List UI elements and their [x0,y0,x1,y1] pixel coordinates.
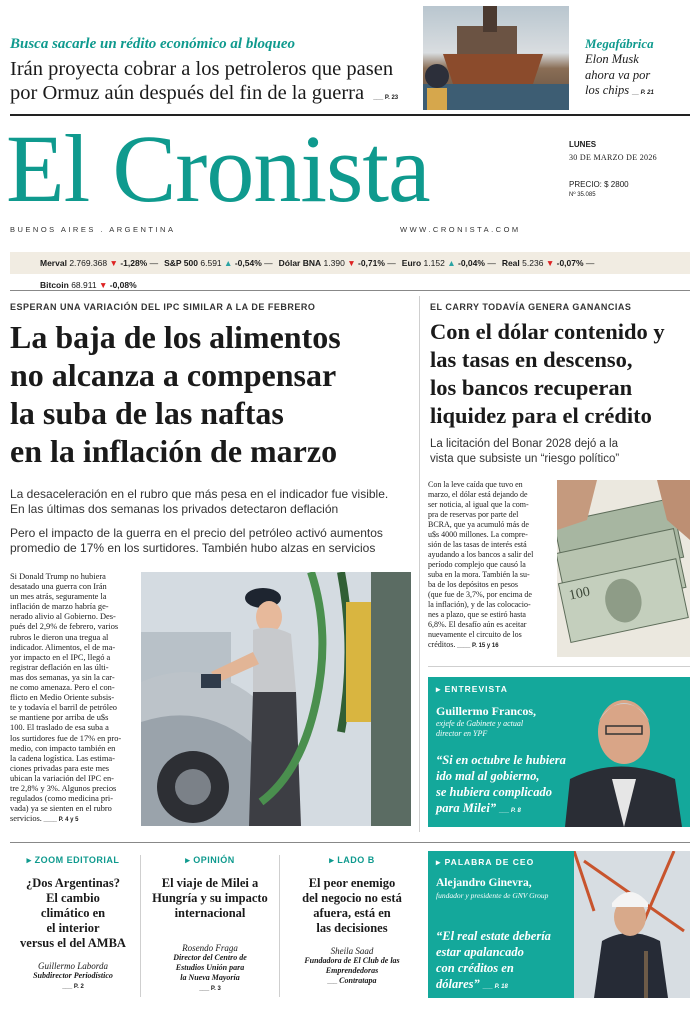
ticker-change: -0,08% [109,280,137,290]
body-line: suba en la mora. También la su- [428,570,530,579]
down-arrow-icon: ▼ [109,258,118,268]
body-line: la inflación), y de las colocacio- [428,600,531,609]
zoom-role: Subdirector Periodístico [33,971,113,980]
body-line: ser noticia, al igual que la com- [428,500,529,509]
zoom-label-text: ZOOM EDITORIAL [34,855,120,865]
opinion-headline-line: El viaje de Milei a [161,876,259,890]
interview-label: ▸ ENTREVISTA [436,684,508,694]
ladob-headline-line: del negocio no está [302,891,402,905]
body-line: marzo, el dólar está dejando de [428,490,528,499]
opinion-role-line: Estudios Unión para [175,963,245,972]
top-headline-line2: por Ormuz aún después del fin de la guerra [10,82,365,104]
body-line: créditos. [428,640,456,649]
ticker-change: -0,04% [458,258,485,268]
ticker-change: -0,07% [556,258,584,268]
ticker-name: Merval [40,258,67,268]
masthead-city: BUENOS AIRES . ARGENTINA [10,225,176,234]
ginevra-photo [574,851,690,998]
main-headline-line: no alcanza a compensar [10,357,337,393]
body-line: tre 2,8% y 3%. Algunos precios [10,783,117,793]
interview-quote-line: se hubiera complicado [436,785,552,799]
body-line: regulados (como medicina pri- [10,794,114,804]
second-headline-line: las tasas en descenso, [430,347,633,372]
opinion-author: Rosendo Fraga [182,943,238,953]
ticker-value: 5.236 [522,258,544,268]
body-line: Con la leve caída que tuvo en [428,480,523,489]
body-line: pués del 2,9% de febrero, varios [10,622,119,632]
main-deck1 [10,487,388,517]
body-last-line: créditos. ____ P. 15 y 16 [428,640,499,649]
body-page-ref: P. 15 y 16 [472,643,499,649]
interview-quote-line: ido mal al gobierno, [436,769,540,783]
body-line: vada) ya se sienten en el rubro [10,804,112,814]
main-kicker: ESPERAN UNA VARIACIÓN DEL IPC SIMILAR A LA DE FEBRERO [10,302,316,312]
body-line: ubican la variación del IPC en- [10,773,114,783]
opinion-role-line: Director del Centro de [173,953,247,962]
second-headline-line: Con el dólar contenido y [430,319,665,344]
second-deck [430,437,619,467]
main-headline[interactable] [10,318,341,470]
ladob-label: ▸ LADO B [329,855,375,865]
second-body-text [428,480,558,651]
gas-station-photo [141,572,411,826]
main-deck2-line: promedio de 17% en los surtidores. También hubo alzas en servicios [10,541,376,555]
opinion-role-line: la Nueva Mayoría [180,973,240,982]
zoom-author: Guillermo Laborda [38,961,108,971]
bottom-col-opinion[interactable]: ▸ OPINIÓN El viaje de Milei a Hungría y su impacto internacional Rosendo Fraga Director del Centro de Estudios Unión para la Nueva Mayoría ___ P. 3 [146,855,274,992]
interview-label-text: ENTREVISTA [444,684,508,694]
top-headline-line1: Irán proyecta cobrar a los petroleros que pasen [10,58,394,80]
opinion-role [146,953,274,983]
ticker-name: S&P 500 [164,258,198,268]
side-story[interactable]: Elon Musk ahora va por los chips __ P. 21 [585,52,654,97]
ceo-page-ref: P. 18 [494,984,508,990]
ticker-separator: — [585,258,595,268]
body-line: ayudando a los bancos a salir del [428,550,534,559]
bottom-col-ladob[interactable] [284,855,420,987]
masthead-day: LUNES [569,140,597,149]
body-line: rubros le dieron una tregua al [10,632,109,642]
ladob-label-text: LADO B [337,855,375,865]
ticker-value: 1.390 [323,258,345,268]
zoom-headline-line: El cambio [46,891,100,905]
main-deck2 [10,526,383,556]
ceo-quote-line: estar apalancado [436,945,524,959]
ticker-item[interactable] [402,258,496,268]
body-line: ba de los depósitos en pesos [428,580,518,589]
main-headline-line: La baja de los alimentos [10,319,341,355]
ticker-change: -0,54% [234,258,262,268]
main-deck1-line: En las últimas dos semanas los privados detectaron deflación [10,502,339,516]
up-arrow-icon: ▲ [224,258,233,268]
side-kicker: Megafábrica [585,36,654,51]
body-line: mas dos semanas, ya sin la car- [10,672,115,682]
bottom-col-zoom[interactable]: ▸ ZOOM EDITORIAL ¿Dos Argentinas? El cambio climático en el interior versus el del AMBA Guillermo Laborda Subdirector Periodístico ___ P. 2 [12,855,134,990]
ceo-quote-line: “El real estate debería [436,929,551,943]
body-line: te y todavía el barril de petróleo [10,703,117,713]
interview-role-line: exjefe de Gabinete y actual [436,719,524,728]
ceo-label-text: PALABRA DE CEO [444,857,535,867]
body-line: la cadena logística. Las estima- [10,753,115,763]
second-kicker: EL CARRY TODAVÍA GENERA GANANCIAS [430,302,632,312]
ladob-headline [284,876,420,936]
zoom-headline [12,876,134,951]
top-page-ref: P. 23 [384,95,399,101]
body-line: (que fue de 3,7%, por encima de [428,590,532,599]
body-line: 6,8%. El desafío aún es aceitar [428,620,527,629]
ticker-value: 2.769.368 [69,258,108,268]
tanker-photo [423,6,569,110]
second-headline[interactable] [430,318,665,430]
body-line: nerado alivio al Gobierno. Des- [10,612,116,622]
ladob-headline-line: afuera, está en [313,906,391,920]
body-line: período complejo que causó la [428,560,526,569]
ceo-quote-line: dólares” [436,977,480,991]
ticker-name: Bitcoin [40,280,69,290]
ceo-label: ▸ PALABRA DE CEO [436,857,535,867]
body-line: pra de reservas por parte del [428,510,519,519]
ticker-value: 68.911 [71,280,97,290]
down-arrow-icon: ▼ [98,280,108,290]
ladob-headline-line: las decisiones [316,921,388,935]
down-arrow-icon: ▼ [545,258,555,268]
ladob-author: Sheila Saad [330,946,374,956]
main-deck1-line: La desaceleración en el rubro que más pesa en el indicador fue visible. [10,487,389,501]
francos-photo [560,684,686,827]
zoom-headline-line: ¿Dos Argentinas? [25,876,121,890]
ceo-quote: “El real estate debería estar apalancado con créditos en dólares” ___ P. 18 [436,929,551,991]
top-kicker: Busca sacarle un rédito económico al bloqueo [10,36,295,52]
opinion-label: ▸ OPINIÓN [185,855,235,865]
second-deck-line: vista que subsiste un “riesgo político” [430,453,620,465]
interview-role-line: director en YPF [436,729,488,738]
ladob-role-line: Contratapa [339,976,377,985]
body-line: Si Donald Trump no hubiera [10,572,106,581]
opinion-page-ref: P. 3 [210,986,221,992]
body-line: 100. El traslado de esa suba a [10,723,109,733]
opinion-label-text: OPINIÓN [193,855,235,865]
main-headline-line: la suba de las naftas [10,395,284,431]
main-headline-line: en la inflación de marzo [10,433,338,469]
ticker-change: -1,28% [120,258,148,268]
ladob-role-line: Fundadora de El Club de las [304,956,400,965]
ticker-name: Real [501,258,520,268]
second-deck-line: La licitación del Bonar 2028 dejó a la [430,438,618,450]
second-headline-line: los bancos recuperan [430,375,633,400]
body-line: ciones privadas para este mes [10,763,110,773]
zoom-headline-line: versus el del AMBA [20,936,126,950]
body-line: BCRA, que ya acumuló más de [428,520,529,529]
body-line: registrar deflación en las últi- [10,662,109,672]
main-deck2-line: Pero el impacto de la guerra en el precio del petróleo activó aumentos [10,526,383,540]
ticker-name: Dólar BNA [278,258,322,268]
zoom-headline-line: el interior [46,921,100,935]
body-line: medio, con impacto también en [10,743,116,753]
interview-quote: “Si en octubre le hubiera ido mal al gobierno, se hubiera complicado para Milei” ___ P. 8 [436,753,566,815]
zoom-label: ▸ ZOOM EDITORIAL [26,855,120,865]
interview-quote-line: para Milei” [436,801,497,815]
ticker-separator: — [387,258,396,268]
ticker-item[interactable] [502,258,595,268]
body-line: u$s 4000 millones. La compre- [428,530,528,539]
main-body-text [10,572,138,825]
opinion-headline-line: Hungría y su impacto [152,891,268,905]
body-last-line: servicios. ____ P. 4 y 5 [10,814,79,824]
side-line1: Elon Musk [585,52,639,66]
body-line: servicios. [10,814,42,824]
body-line: un mes atrás, seguramente la [10,592,107,602]
body-line: flicto en Medio Oriente subsis- [10,693,115,703]
body-line: nes a plazo, que se estiró hasta [428,610,526,619]
body-line: indicador. Alimentos, el de ma- [10,642,116,652]
ladob-role-line: Emprendedoras [325,966,379,975]
second-headline-line: liquidez para el crédito [430,403,652,428]
body-page-ref: P. 4 y 5 [58,817,79,824]
side-line2: ahora va por [585,67,651,82]
masthead-title[interactable]: El Cronista [6,115,430,222]
up-arrow-icon: ▲ [447,258,456,268]
ticker-change: -0,71% [357,258,385,268]
ladob-headline-line: El peor enemigo [308,876,396,890]
body-line: ne como amenaza. Pero el con- [10,683,115,693]
zoom-headline-line: climático en [40,906,106,920]
body-line: desatado una guerra con Irán [10,582,107,592]
zoom-page-ref: P. 2 [73,984,84,990]
masthead-date: 30 DE MARZO DE 2026 [569,153,657,162]
ladob-role: Fundadora de El Club de las Emprendedoras ___ Contratapa [284,956,420,987]
ticker-item[interactable] [40,280,137,290]
svg-text:100: 100 [567,584,592,604]
ticker-separator: — [264,258,273,268]
body-line: sión de las tasas de interés está [428,540,527,549]
body-line: nuevamente el circuito de los [428,630,522,639]
body-line: inflación de marzo habría ge- [10,602,109,612]
ceo-quote-line: con créditos en [436,961,514,975]
interview-page-ref: P. 8 [510,808,521,814]
ceo-name: Alejandro Ginevra, [436,877,532,889]
masthead-price: PRECIO: $ 2800 [569,180,629,189]
ticker-item[interactable] [40,258,158,268]
interview-name: Guillermo Francos, [436,704,536,718]
opinion-headline-line: internacional [174,906,246,920]
body-line: los surtidores fue de 17% en pro- [10,733,122,743]
ticker-item[interactable] [164,258,273,268]
side-page-ref: P. 21 [640,90,654,96]
ticker-separator: — [487,258,496,268]
ceo-role: fundador y presidente de GNV Group [436,891,549,900]
dollars-photo [557,480,690,657]
masthead-url[interactable]: WWW.CRONISTA.COM [400,225,521,234]
ticker-separator: — [149,258,159,268]
side-line3: los chips [585,83,630,97]
ticker-value: 1.152 [423,258,445,268]
interview-quote-line: “Si en octubre le hubiera [436,753,566,767]
market-ticker [10,252,690,290]
ticker-value: 6.591 [200,258,222,268]
ticker-name: Euro [401,258,422,268]
opinion-headline [146,876,274,921]
masthead-issue: Nº 35.085 [569,192,596,198]
top-headline[interactable]: Irán proyecta cobrar a los petroleros que pasen por Ormuz aún después del fin de la guerra ___ P. 23 [10,58,399,104]
body-line: se mantiene por arriba de u$s [10,713,109,723]
body-line: yor impacto en el IPC, llegó a [10,652,111,662]
ticker-item[interactable] [279,258,396,268]
down-arrow-icon: ▼ [347,258,356,268]
interview-role [436,719,523,739]
